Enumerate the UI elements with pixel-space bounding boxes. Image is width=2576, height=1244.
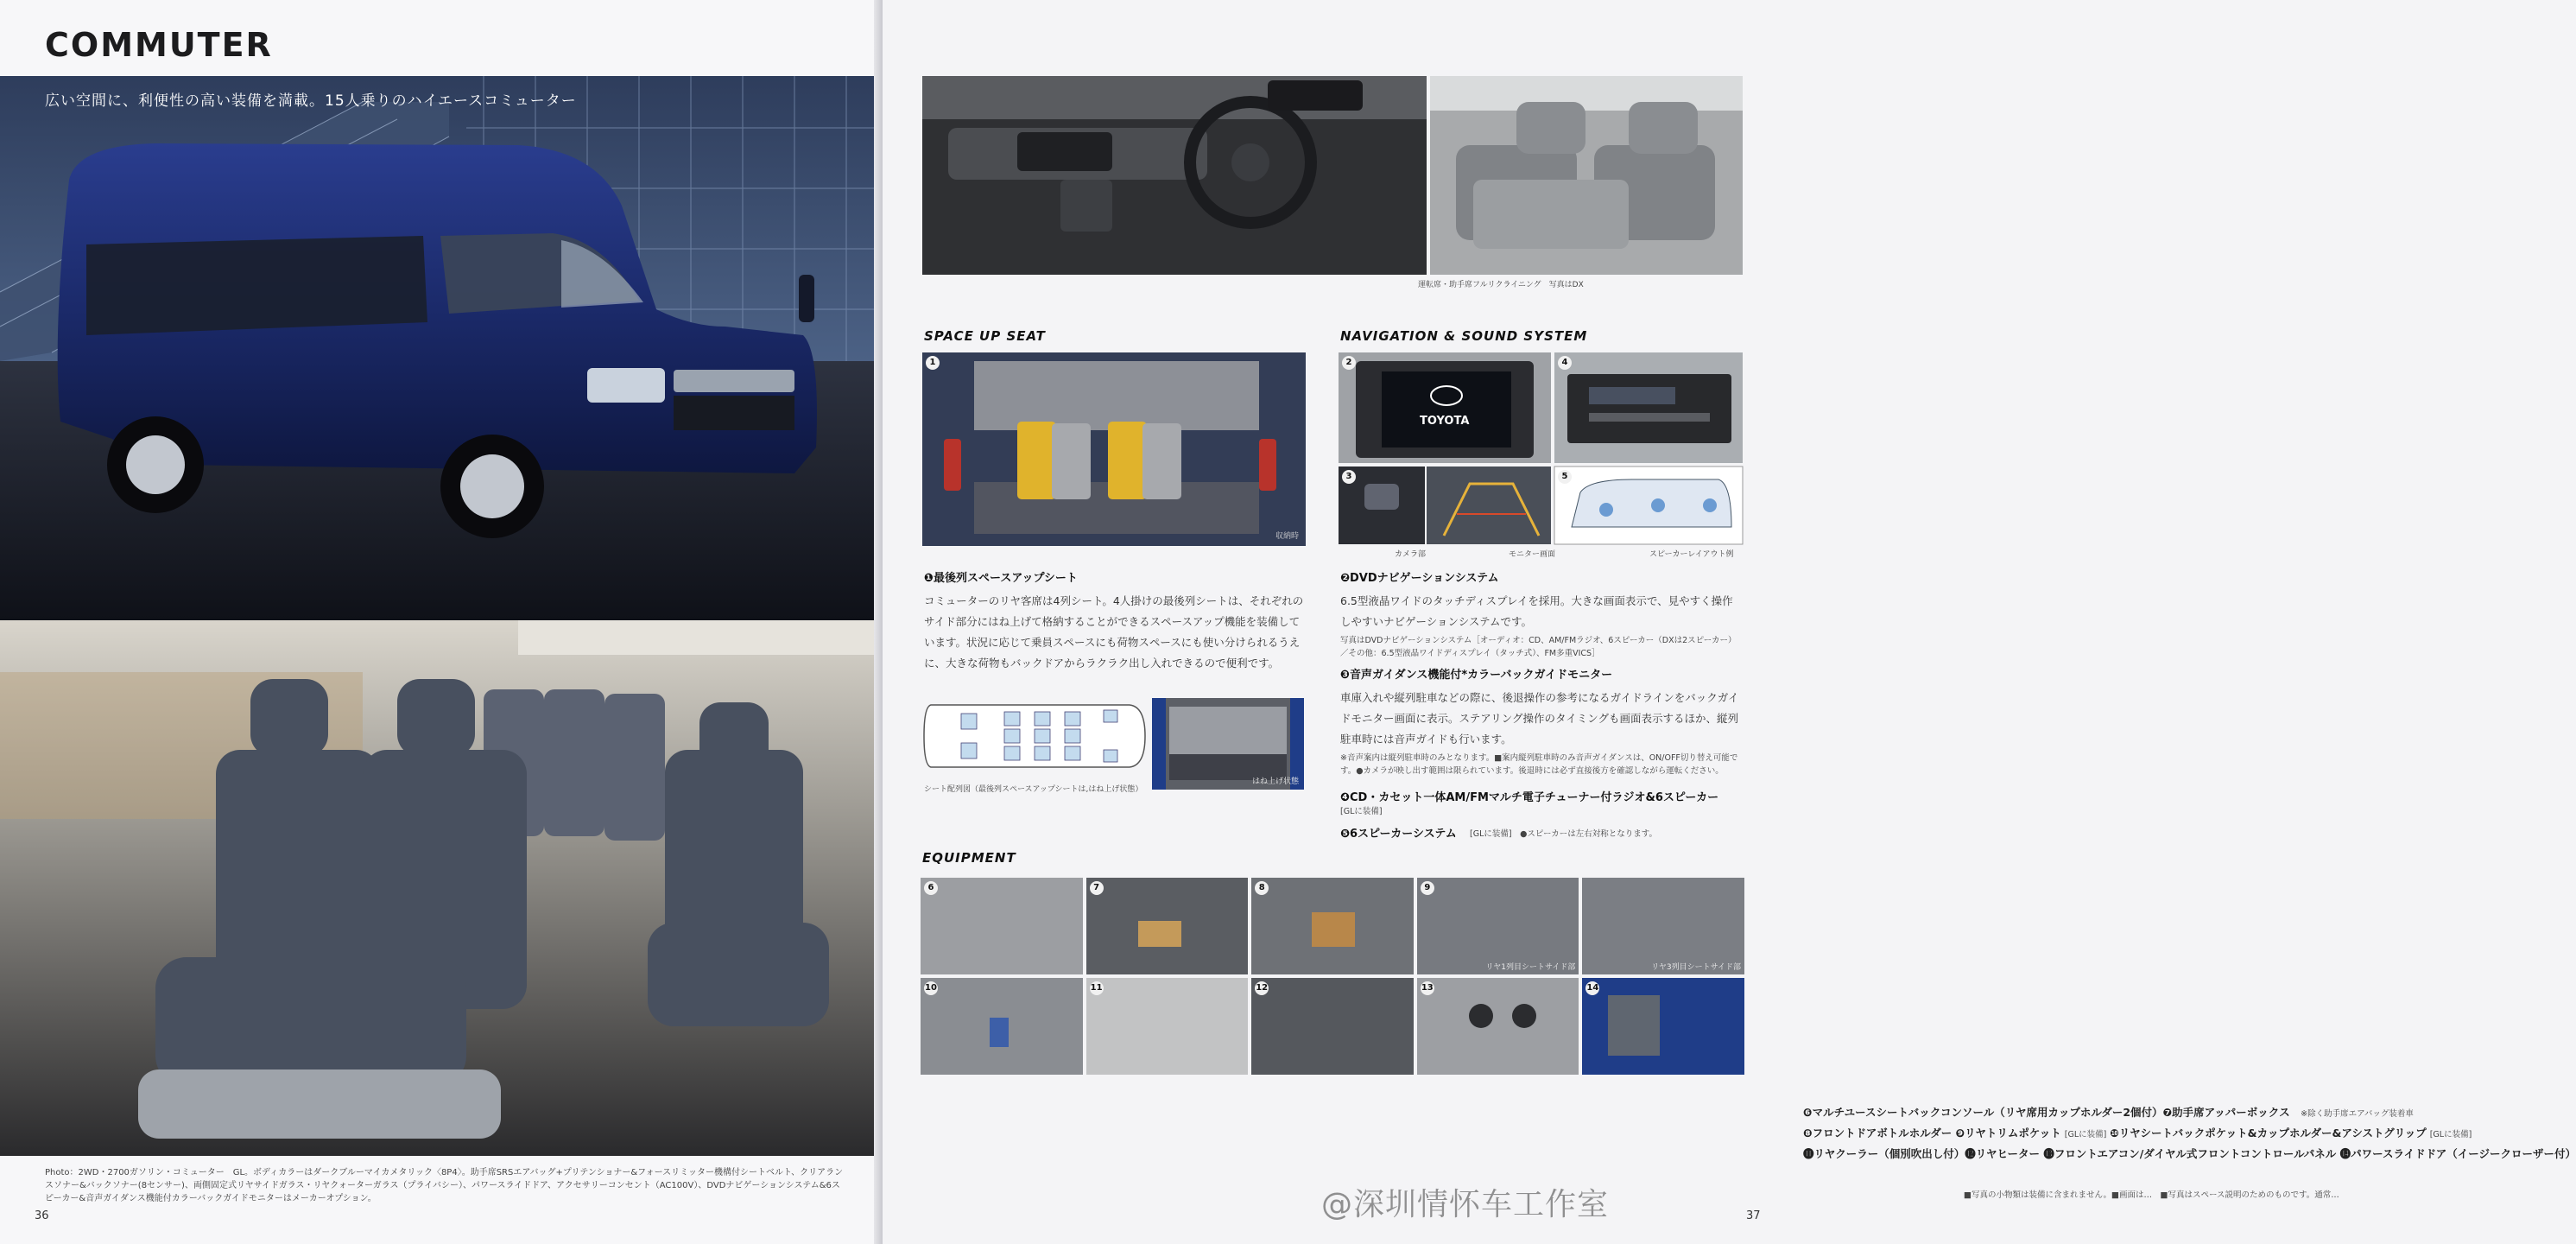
lead-text: 広い空間に、利便性の高い装備を満載。15人乗りのハイエースコミューター <box>45 92 577 110</box>
left-page <box>0 0 881 1244</box>
photo-caption: Photo：2WD・2700ガソリン・コミューター GL。ボディカラーはダークブルーマイカメタリック〈8P4〉。助手席SRSエアバッグ+プリテンショナー&フォースリミッター機構付シートベルト、クリアランスソナー&バックソナー(8センサー)、両側固定式リヤサイドガラス・リヤクォーターガラス（プライバシー）、パワースライドドア、アクセサリーコンセント（AC100V）、DVDナビゲーションシステム&6スピーカー&音声ガイダンス機能付カラーバックガイドモニターはメーカーオプション。 <box>45 1168 844 1203</box>
page-title: COMMUTER <box>45 26 273 64</box>
front-seats-caption: 運転席・助手席フルリクライニング 写真はDX <box>1418 281 1584 289</box>
camera-caption: カメラ部 <box>1395 550 1427 559</box>
footnote: ■写真の小物類は装備に含まれません。■画面は… ■写真はスペース説明のためのものです。通常… <box>1964 1190 2339 1200</box>
badge-2: 2 <box>1342 356 1356 370</box>
seat-layout-diagram <box>922 696 1149 776</box>
badge-3: 3 <box>1342 470 1356 484</box>
rear-cabin-photo <box>1152 698 1304 790</box>
camera-photo <box>1339 466 1425 544</box>
speaker-system-title: ❺6スピーカーシステム <box>1340 828 1457 841</box>
page-number-left: 36 <box>35 1209 49 1222</box>
space-up-heading: SPACE UP SEAT <box>924 328 1046 344</box>
speaker-system-note: [GLに装備] ●スピーカーは左右対称となります。 <box>1470 829 1658 839</box>
equipment-heading: EQUIPMENT <box>922 850 1016 866</box>
equipment-list-line-1: ❻マルチユースシートバックコンソール（リヤ席用カップホルダー2個付）❼助手席アッパーボックス ※除く助手席エアバッグ装着車 <box>1803 1106 2414 1119</box>
dvd-nav-body: 6.5型液晶ワイドのタッチディスプレイを採用。大きな画面表示で、見やすく操作しやすいナビゲーションシステムです。 <box>1340 594 1733 628</box>
equip-photo-7: 7 <box>1086 878 1249 974</box>
cd-radio-title: ❹CD・カセット一体AM/FMマルチ電子チューナー付ラジオ&6スピーカー <box>1340 791 1719 804</box>
equip-photo-8: 8 <box>1251 878 1414 974</box>
equip-photo-13: 13 <box>1417 978 1579 1075</box>
backguide-monitor-photo <box>1427 466 1551 544</box>
cd-radio-photo <box>1554 352 1743 463</box>
flipped-up-label: はね上げ状態 <box>1251 778 1299 786</box>
watermark-text: @深圳情怀车工作室 <box>1321 1187 1610 1222</box>
seat-diagram-caption: シート配列図（最後列スペースアップシートは,はね上げ状態） <box>924 785 1143 794</box>
speaker-caption: スピーカーレイアウト例 <box>1649 550 1734 559</box>
equip-photo-14: 14 <box>1582 978 1744 1075</box>
equip-photo-10: 10 <box>921 978 1083 1075</box>
badge-4: 4 <box>1558 356 1572 370</box>
equip-photo-9: 9 リヤ1列目シートサイド部 <box>1417 878 1579 974</box>
backguide-note: ※音声案内は縦列駐車時のみとなります。■案内縦列駐車時のみ音声ガイダンスは、ON/OFF切り替え可能です。●カメラが映し出す範囲は限られています。後退時には必ず直接後方を確認しながら運転ください。 <box>1340 753 1738 776</box>
equipment-list-line-2: ❽フロントドアボトルホルダー ❾リヤトリムポケット [GLに装備] ❿リヤシートバックポケット&カップホルダー&アシストグリップ [GLに装備] <box>1803 1127 2472 1139</box>
equip-photo-6: 6 <box>921 878 1083 974</box>
dvd-nav-note: 写真はDVDナビゲーションシステム［オーディオ：CD、AM/FMラジオ、6スピーカー（DXは2スピーカー）／その他：6.5型液晶ワイドディスプレイ（タッチ式）、FM多重VICS］ <box>1340 636 1737 658</box>
front-seats-photo <box>1430 76 1743 275</box>
equip-photo-9b: リヤ3列目シートサイド部 <box>1582 878 1744 974</box>
equip-photo-12: 12 <box>1251 978 1414 1075</box>
van-exterior-photo <box>0 76 876 620</box>
badge-1: 1 <box>926 356 940 370</box>
space-up-item-title: ❶最後列スペースアップシート <box>924 572 1078 585</box>
page-number-right: 37 <box>1746 1209 1761 1222</box>
toyota-screen-text: TOYOTA <box>1420 415 1470 428</box>
cargo-luggage-photo <box>922 352 1306 546</box>
equipment-grid <box>921 878 1744 1075</box>
cabin-seats-photo <box>0 620 876 1156</box>
right-page <box>883 0 2576 1244</box>
nav-heading: NAVIGATION & SOUND SYSTEM <box>1340 328 1588 344</box>
equip-photo-11: 11 <box>1086 978 1249 1075</box>
cd-radio-note: [GLに装備] <box>1340 807 1383 816</box>
navigation-unit-photo <box>1339 352 1551 463</box>
backguide-body: 車庫入れや縦列駐車などの際に、後退操作の参考になるガイドラインをバックガイドモニター画面に表示。ステアリング操作のタイミングも画面表示するほか、縦列駐車時には音声ガイドも行います。 <box>1340 691 1739 746</box>
dashboard-photo <box>922 76 1427 275</box>
speaker-layout-photo <box>1554 466 1743 544</box>
backguide-title: ❸音声ガイダンス機能付*カラーバックガイドモニター <box>1340 669 1613 682</box>
stored-label: 収納時 <box>1275 532 1299 541</box>
space-up-item-body: コミューターのリヤ客席は4列シート。4人掛けの最後列シートは、それぞれのサイド部分にはね上げて格納することができるスペースアップ機能を装備しています。状況に応じて乗員スペースにも荷物スペースにも使い分けられるうえに、大きな荷物もバックドアからラクラク出し入れできるので便利です。 <box>924 594 1304 670</box>
equipment-list-line-3: ⓫リヤクーラー（個別吹出し付）⓬リヤヒーター ⓭フロントエアコン/ダイヤル式フロントコントロールパネル ⓮パワースライドドア（イージークローザー付） <box>1803 1147 2576 1160</box>
dvd-nav-title: ❷DVDナビゲーションシステム <box>1340 572 1499 585</box>
monitor-caption: モニター画面 <box>1509 550 1556 559</box>
badge-5: 5 <box>1558 470 1572 484</box>
